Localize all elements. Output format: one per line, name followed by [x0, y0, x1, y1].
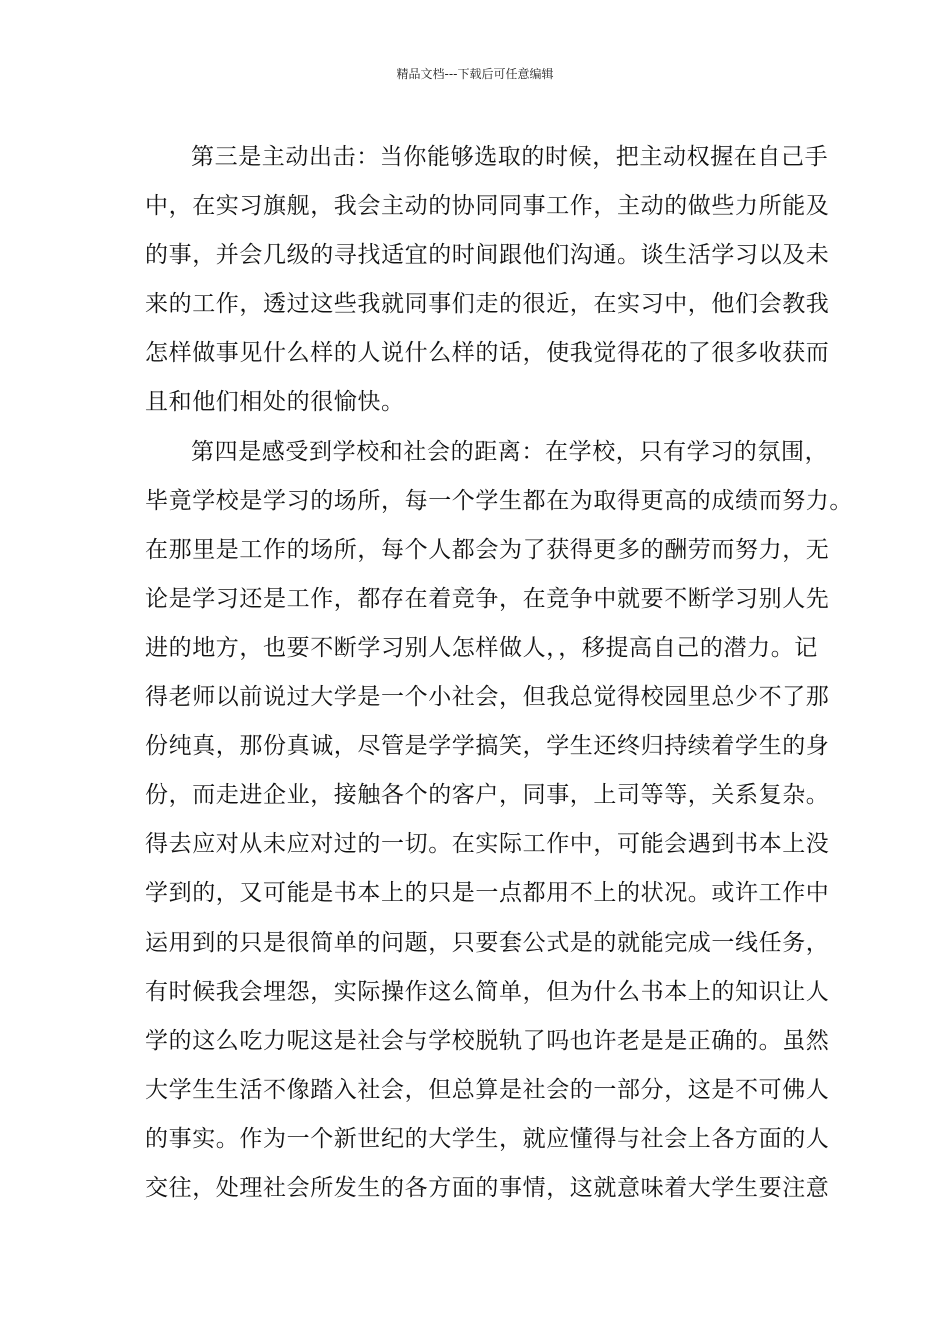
text-line: 的事，并会几级的寻找适宜的时间跟他们沟通。谈生活学习以及未 — [145, 242, 830, 269]
text-line: 交往，处理社会所发生的各方面的事情，这就意味着大学生要注意 — [145, 1174, 830, 1201]
text-line: 进的地方，也要不断学习别人怎样做人，，移提高自己的潜力。记 — [145, 634, 818, 661]
document-body — [145, 133, 853, 1213]
text-line: 大学生生活不像踏入社会，但总算是社会的一部分，这是不可佛人 — [145, 1076, 830, 1103]
page-header: 精品文档---下载后可任意编辑 — [396, 67, 554, 81]
text-line: 中，在实习旗舰，我会主动的协同同事工作，主动的做些力所能及 — [145, 193, 830, 220]
text-line: 得老师以前说过大学是一个小社会，但我总觉得校园里总少不了那 — [145, 684, 830, 711]
text-line: 在那里是工作的场所，每个人都会为了获得更多的酬劳而努力，无 — [145, 536, 830, 563]
paragraph-1 — [145, 133, 830, 428]
text-line: 怎样做事见什么样的人说什么样的话，使我觉得花的了很多收获而 — [145, 340, 830, 367]
text-line: 学到的，又可能是书本上的只是一点都用不上的状况。或许工作中 — [145, 880, 830, 907]
text-line: 有时候我会埋怨，实际操作这么简单，但为什么书本上的知识让人 — [145, 978, 830, 1005]
text-line: 运用到的只是很简单的问题，只要套公式是的就能完成一线任务， — [145, 929, 830, 956]
paragraph-2 — [145, 428, 853, 1214]
text-line: 学的这么吃力呢这是社会与学校脱轨了吗也许老是是正确的。虽然 — [145, 1027, 830, 1054]
text-line: 的事实。作为一个新世纪的大学生，就应懂得与社会上各方面的人 — [145, 1125, 830, 1152]
text-line: 得去应对从未应对过的一切。在实际工作中，可能会遇到书本上没 — [145, 831, 830, 858]
text-line: 且和他们相处的很愉快。 — [145, 389, 405, 416]
text-line: 来的工作，透过这些我就同事们走的很近，在实习中，他们会教我 — [145, 291, 830, 318]
text-line: 第四是感受到学校和社会的距离：在学校，只有学习的氛围， — [191, 438, 829, 465]
text-line: 份纯真，那份真诚，尽管是学学搞笑，学生还终归持续着学生的身 — [145, 733, 830, 760]
text-line: 第三是主动出击：当你能够选取的时候，把主动权握在自己手 — [191, 144, 829, 170]
text-line: 毕竟学校是学习的场所，每一个学生都在为取得更高的成绩而努力。 — [145, 487, 853, 514]
text-line: 论是学习还是工作，都存在着竞争，在竞争中就要不断学习别人先 — [145, 585, 830, 612]
text-line: 份，而走进企业，接触各个的客户，同事，上司等等，关系复杂。 — [145, 782, 830, 809]
